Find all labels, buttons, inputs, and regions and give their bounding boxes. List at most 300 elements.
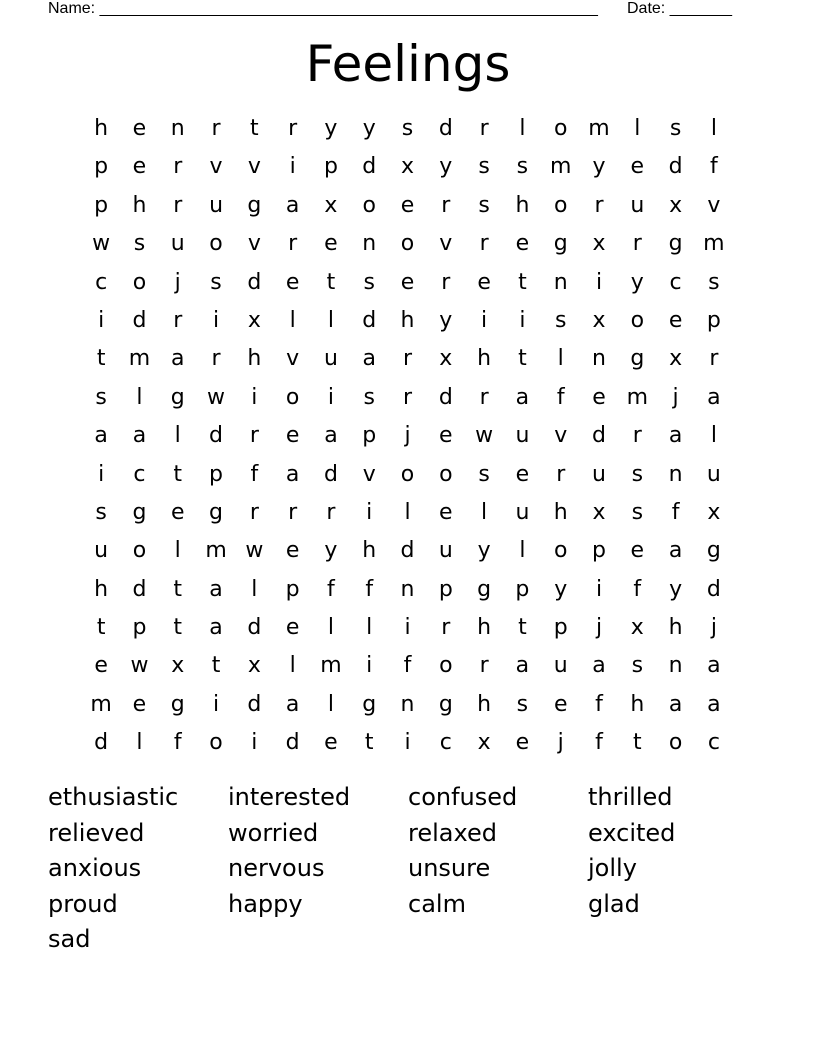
grid-letter: g — [706, 538, 721, 564]
grid-letter: t — [326, 269, 336, 295]
grid-letter: o — [553, 116, 568, 141]
grid-letter: f — [250, 461, 259, 487]
word-list-item: happy — [228, 889, 303, 918]
grid-letter: c — [669, 269, 682, 295]
word-list-item: unsure — [408, 854, 491, 882]
grid-letter: h — [553, 499, 568, 525]
grid-letter: m — [588, 116, 610, 141]
grid-letter: v — [286, 346, 300, 372]
grid-letter: y — [324, 116, 338, 141]
grid-letter: l — [404, 499, 411, 525]
grid-letter: l — [519, 116, 526, 141]
grid-letter: x — [592, 231, 606, 257]
grid-letter: p — [94, 154, 109, 180]
grid-letter: c — [707, 730, 720, 756]
grid-letter: r — [249, 423, 259, 449]
grid-row — [82, 647, 733, 685]
grid-letter: s — [631, 461, 644, 487]
grid-letter: x — [669, 192, 683, 218]
grid-letter: e — [630, 538, 645, 564]
grid-letter: e — [170, 499, 185, 525]
grid-letter: d — [362, 307, 377, 333]
grid-letter: s — [708, 269, 720, 295]
grid-letter: e — [285, 269, 300, 295]
grid-letter: m — [703, 231, 725, 257]
grid-letter: m — [626, 384, 649, 410]
grid-letter: y — [362, 116, 376, 141]
grid-letter: f — [671, 499, 680, 525]
grid-letter: m — [549, 154, 572, 180]
grid-letter: s — [210, 269, 222, 295]
grid-letter: o — [209, 730, 223, 756]
grid-letter: g — [247, 192, 262, 218]
grid-letter: j — [672, 384, 679, 410]
grid-letter: t — [364, 730, 374, 756]
grid-letter: t — [96, 346, 106, 372]
grid-letter: n — [553, 269, 568, 295]
grid-row — [82, 379, 733, 417]
grid-letter: y — [439, 154, 453, 180]
grid-letter: p — [323, 154, 338, 180]
grid-letter: l — [634, 116, 641, 141]
grid-letter: d — [592, 423, 606, 449]
word-list-item: jolly — [588, 854, 637, 882]
grid-row — [82, 148, 733, 186]
grid-letter: e — [439, 423, 453, 449]
word-list-item: interested — [228, 783, 351, 811]
grid-letter: a — [171, 346, 185, 372]
grid-row — [82, 417, 733, 455]
grid-letter: v — [247, 154, 261, 180]
header — [0, 0, 816, 20]
grid-letter: u — [94, 538, 109, 564]
grid-letter: s — [95, 499, 107, 525]
grid-letter: d — [706, 576, 721, 602]
grid-letter: r — [479, 231, 489, 257]
grid-letter: p — [94, 192, 109, 218]
grid-letter: x — [401, 154, 415, 180]
grid-letter: u — [170, 231, 185, 257]
grid-letter: l — [710, 116, 717, 141]
grid-letter: m — [128, 346, 151, 372]
grid-letter: d — [132, 307, 147, 333]
word-list-item: ethusiastic — [48, 783, 179, 811]
grid-letter: p — [553, 615, 568, 641]
grid-letter: i — [481, 307, 488, 333]
grid-letter: d — [247, 615, 262, 641]
grid-row — [82, 264, 733, 302]
grid-letter: x — [669, 346, 683, 372]
grid-letter: a — [668, 423, 683, 449]
grid-letter: i — [98, 461, 105, 487]
grid-letter: p — [132, 615, 147, 641]
grid-letter: o — [630, 307, 645, 333]
grid-letter: s — [95, 384, 107, 410]
grid-letter: j — [557, 730, 564, 756]
grid-letter: p — [285, 576, 300, 602]
grid-letter: x — [592, 307, 606, 333]
grid-letter: i — [251, 730, 258, 756]
grid-letter: a — [515, 384, 530, 410]
grid-letter: l — [136, 384, 143, 410]
grid-letter: m — [90, 691, 112, 717]
grid-letter: j — [174, 269, 181, 295]
grid-letter: e — [439, 499, 453, 525]
grid-letter: u — [438, 538, 453, 564]
grid-letter: g — [438, 691, 453, 717]
grid-letter: l — [327, 307, 334, 333]
grid-letter: r — [709, 346, 719, 372]
grid-letter: i — [212, 691, 220, 717]
grid-letter: r — [288, 116, 298, 141]
grid-letter: c — [439, 730, 452, 756]
grid-letter: i — [98, 307, 105, 333]
grid-letter: i — [404, 615, 411, 641]
grid-letter: i — [289, 154, 296, 180]
grid-letter: v — [209, 154, 223, 180]
grid-letter: s — [133, 231, 146, 257]
grid-letter: s — [401, 116, 414, 141]
grid-row — [82, 110, 733, 148]
grid-letter: r — [326, 499, 336, 525]
grid-letter: t — [211, 653, 221, 679]
grid-letter: g — [132, 499, 147, 525]
grid-letter: h — [247, 346, 262, 372]
grid-letter: v — [439, 231, 453, 257]
grid-letter: a — [285, 192, 300, 218]
grid-letter: i — [404, 730, 411, 756]
grid-letter: x — [630, 615, 644, 641]
grid-letter: i — [519, 307, 526, 333]
grid-letter: e — [94, 653, 108, 679]
grid-letter: p — [515, 576, 530, 602]
grid-letter: p — [706, 307, 721, 333]
word-list-item: sad — [48, 925, 91, 953]
grid-letter: e — [285, 538, 300, 564]
grid-letter: e — [132, 691, 147, 717]
grid-letter: e — [132, 154, 147, 180]
grid-letter: e — [515, 730, 530, 756]
grid-letter: u — [323, 346, 338, 372]
grid-letter: u — [592, 461, 606, 487]
grid-letter: a — [132, 423, 147, 449]
grid-letter: y — [630, 269, 644, 295]
grid-letter: o — [132, 538, 147, 564]
grid-letter: e — [285, 615, 300, 641]
grid-letter: i — [595, 269, 603, 295]
grid-letter: s — [478, 192, 490, 218]
grid-letter: y — [669, 576, 683, 602]
grid-row — [82, 724, 733, 762]
grid-letter: a — [209, 576, 223, 602]
grid-letter: r — [173, 154, 183, 180]
grid-letter: s — [631, 499, 644, 525]
grid-letter: m — [320, 653, 342, 679]
grid-letter: n — [592, 346, 606, 372]
grid-letter: u — [553, 653, 568, 679]
grid-letter: f — [365, 576, 374, 602]
grid-letter: a — [362, 346, 376, 372]
grid-letter: o — [668, 730, 683, 756]
grid-letter: d — [132, 576, 147, 602]
grid-letter: u — [209, 192, 224, 218]
word-list-item: relieved — [48, 818, 145, 847]
grid-letter: s — [669, 116, 682, 141]
grid-letter: t — [632, 730, 642, 756]
grid-letter: l — [289, 653, 296, 679]
grid-letter: o — [553, 538, 568, 564]
grid-letter: r — [479, 384, 489, 410]
grid-letter: i — [212, 307, 220, 333]
grid-letter: g — [209, 499, 224, 525]
grid-letter: i — [251, 384, 258, 410]
grid-letter: a — [209, 615, 223, 641]
grid-letter: f — [403, 653, 412, 679]
grid-letter: l — [710, 423, 717, 449]
grid-letter: o — [553, 192, 568, 218]
grid-letter: l — [251, 576, 258, 602]
grid-letter: r — [173, 307, 183, 333]
grid-letter: h — [477, 346, 492, 372]
grid-row — [82, 532, 733, 570]
grid-letter: n — [668, 653, 683, 679]
word-list — [48, 780, 768, 958]
grid-letter: x — [592, 499, 606, 525]
grid-letter: o — [285, 384, 300, 410]
grid-letter: c — [133, 461, 146, 487]
grid-letter: e — [668, 307, 683, 333]
grid-letter: r — [632, 423, 642, 449]
grid-letter: f — [327, 576, 335, 602]
grid-letter: h — [400, 307, 415, 333]
grid-letter: r — [211, 346, 221, 372]
grid-row — [82, 187, 733, 225]
grid-letter: d — [323, 461, 338, 487]
grid-letter: h — [630, 691, 645, 717]
grid-letter: r — [403, 346, 413, 372]
grid-letter: e — [400, 192, 415, 218]
grid-letter: e — [324, 231, 338, 257]
grid-letter: y — [554, 576, 568, 602]
grid-letter: h — [132, 192, 147, 218]
grid-letter: a — [707, 384, 721, 410]
grid-letter: r — [403, 384, 413, 410]
grid-letter: l — [327, 615, 334, 641]
grid-letter: x — [439, 346, 453, 372]
word-list-item: glad — [588, 889, 640, 918]
grid-letter: j — [404, 423, 411, 449]
grid-letter: p — [438, 576, 453, 602]
grid-letter: l — [557, 346, 564, 372]
grid-letter: s — [478, 154, 490, 180]
grid-letter: d — [438, 116, 453, 141]
grid-letter: g — [170, 691, 185, 717]
grid-letter: s — [478, 461, 490, 487]
grid-letter: n — [170, 116, 185, 141]
grid-letter: t — [250, 116, 259, 141]
grid-letter: a — [668, 691, 683, 717]
grid-letter: x — [477, 730, 491, 756]
grid-letter: x — [171, 653, 185, 679]
grid-letter: y — [324, 538, 338, 564]
word-list-item: confused — [408, 783, 518, 811]
word-search-grid — [82, 110, 733, 763]
grid-letter: o — [439, 461, 453, 487]
grid-letter: r — [632, 231, 642, 257]
grid-letter: o — [400, 231, 415, 257]
grid-letter: a — [707, 653, 721, 679]
grid-letter: y — [439, 307, 453, 333]
grid-letter: t — [518, 269, 527, 295]
grid-letter: h — [477, 615, 492, 641]
grid-letter: d — [285, 730, 300, 756]
grid-letter: l — [481, 499, 488, 525]
grid-letter: x — [707, 499, 721, 525]
name-field-label: Name: ________________________________________________________ — [48, 0, 598, 17]
grid-letter: e — [515, 461, 530, 487]
date-field-label: Date: _______ — [627, 0, 732, 17]
grid-letter: s — [363, 269, 375, 295]
grid-letter: w — [475, 423, 494, 449]
grid-letter: i — [595, 576, 603, 602]
grid-letter: h — [94, 116, 109, 141]
grid-letter: i — [366, 499, 373, 525]
grid-letter: a — [285, 461, 300, 487]
grid-row — [82, 609, 733, 647]
grid-letter: l — [366, 615, 373, 641]
word-list-item: relaxed — [408, 818, 497, 847]
grid-row — [82, 456, 733, 494]
grid-letter: r — [211, 116, 221, 141]
grid-letter: r — [441, 615, 451, 641]
grid-letter: u — [706, 461, 721, 487]
grid-letter: i — [366, 653, 373, 679]
grid-letter: t — [173, 615, 183, 641]
grid-letter: c — [95, 269, 108, 295]
grid-letter: h — [515, 192, 530, 218]
grid-letter: e — [477, 269, 491, 295]
grid-letter: u — [515, 423, 530, 449]
grid-letter: f — [595, 691, 603, 717]
grid-letter: g — [553, 231, 568, 257]
grid-letter: a — [324, 423, 338, 449]
word-list-item: worried — [228, 818, 319, 847]
grid-letter: g — [630, 346, 645, 372]
word-list-item: thrilled — [588, 783, 673, 811]
grid-letter: v — [554, 423, 568, 449]
grid-letter: j — [710, 615, 717, 641]
grid-row — [82, 340, 733, 378]
grid-letter: e — [132, 116, 147, 141]
grid-row — [82, 686, 733, 724]
grid-letter: r — [249, 499, 259, 525]
grid-letter: o — [362, 192, 376, 218]
grid-letter: h — [94, 576, 109, 602]
grid-letter: d — [247, 691, 262, 717]
grid-letter: p — [362, 423, 377, 449]
grid-letter: j — [595, 615, 603, 641]
grid-letter: r — [441, 269, 451, 295]
grid-letter: e — [515, 231, 530, 257]
grid-letter: y — [592, 154, 606, 180]
grid-letter: a — [515, 653, 530, 679]
grid-letter: u — [630, 192, 645, 218]
grid-letter: t — [518, 346, 527, 372]
grid-row — [82, 494, 733, 532]
grid-letter: g — [477, 576, 492, 602]
grid-letter: f — [633, 576, 642, 602]
grid-letter: d — [94, 730, 109, 756]
grid-letter: l — [519, 538, 526, 564]
grid-letter: f — [556, 384, 565, 410]
grid-letter: w — [92, 231, 111, 257]
word-list-item: excited — [588, 818, 676, 847]
grid-letter: i — [327, 384, 334, 410]
grid-letter: o — [439, 653, 453, 679]
grid-letter: w — [245, 538, 264, 564]
grid-letter: d — [209, 423, 224, 449]
grid-letter: e — [324, 730, 338, 756]
grid-letter: e — [400, 269, 415, 295]
grid-letter: h — [362, 538, 377, 564]
word-list-item: calm — [408, 889, 466, 918]
grid-letter: a — [707, 691, 721, 717]
grid-letter: r — [288, 231, 298, 257]
grid-letter: r — [594, 192, 604, 218]
grid-letter: o — [132, 269, 147, 295]
grid-letter: t — [518, 615, 527, 641]
grid-letter: e — [553, 691, 568, 717]
word-list-item: anxious — [48, 854, 142, 882]
grid-letter: a — [285, 691, 300, 717]
grid-letter: e — [630, 154, 645, 180]
grid-letter: f — [710, 154, 718, 180]
grid-letter: l — [136, 730, 143, 756]
grid-letter: w — [130, 653, 149, 679]
grid-letter: w — [207, 384, 226, 410]
grid-letter: g — [362, 691, 377, 717]
grid-letter: o — [400, 461, 415, 487]
grid-letter: t — [96, 615, 106, 641]
grid-letter: u — [515, 499, 530, 525]
grid-letter: m — [205, 538, 227, 564]
grid-letter: p — [592, 538, 606, 564]
grid-letter: l — [174, 538, 181, 564]
grid-letter: r — [288, 499, 298, 525]
grid-letter: v — [707, 192, 721, 218]
grid-letter: g — [170, 384, 185, 410]
grid-letter: f — [173, 730, 182, 756]
grid-letter: o — [209, 231, 223, 257]
grid-letter: r — [556, 461, 566, 487]
grid-letter: v — [362, 461, 376, 487]
grid-letter: l — [327, 691, 334, 717]
grid-letter: s — [554, 307, 567, 333]
grid-letter: e — [285, 423, 300, 449]
grid-letter: l — [174, 423, 181, 449]
grid-letter: n — [668, 461, 683, 487]
grid-letter: x — [247, 653, 261, 679]
page-title: Feelings — [305, 35, 511, 93]
grid-letter: r — [173, 192, 183, 218]
grid-letter: v — [247, 231, 261, 257]
grid-letter: l — [289, 307, 296, 333]
grid-letter: t — [173, 576, 183, 602]
grid-letter: d — [247, 269, 262, 295]
grid-letter: f — [595, 730, 603, 756]
grid-letter: p — [209, 461, 224, 487]
grid-letter: d — [668, 154, 683, 180]
